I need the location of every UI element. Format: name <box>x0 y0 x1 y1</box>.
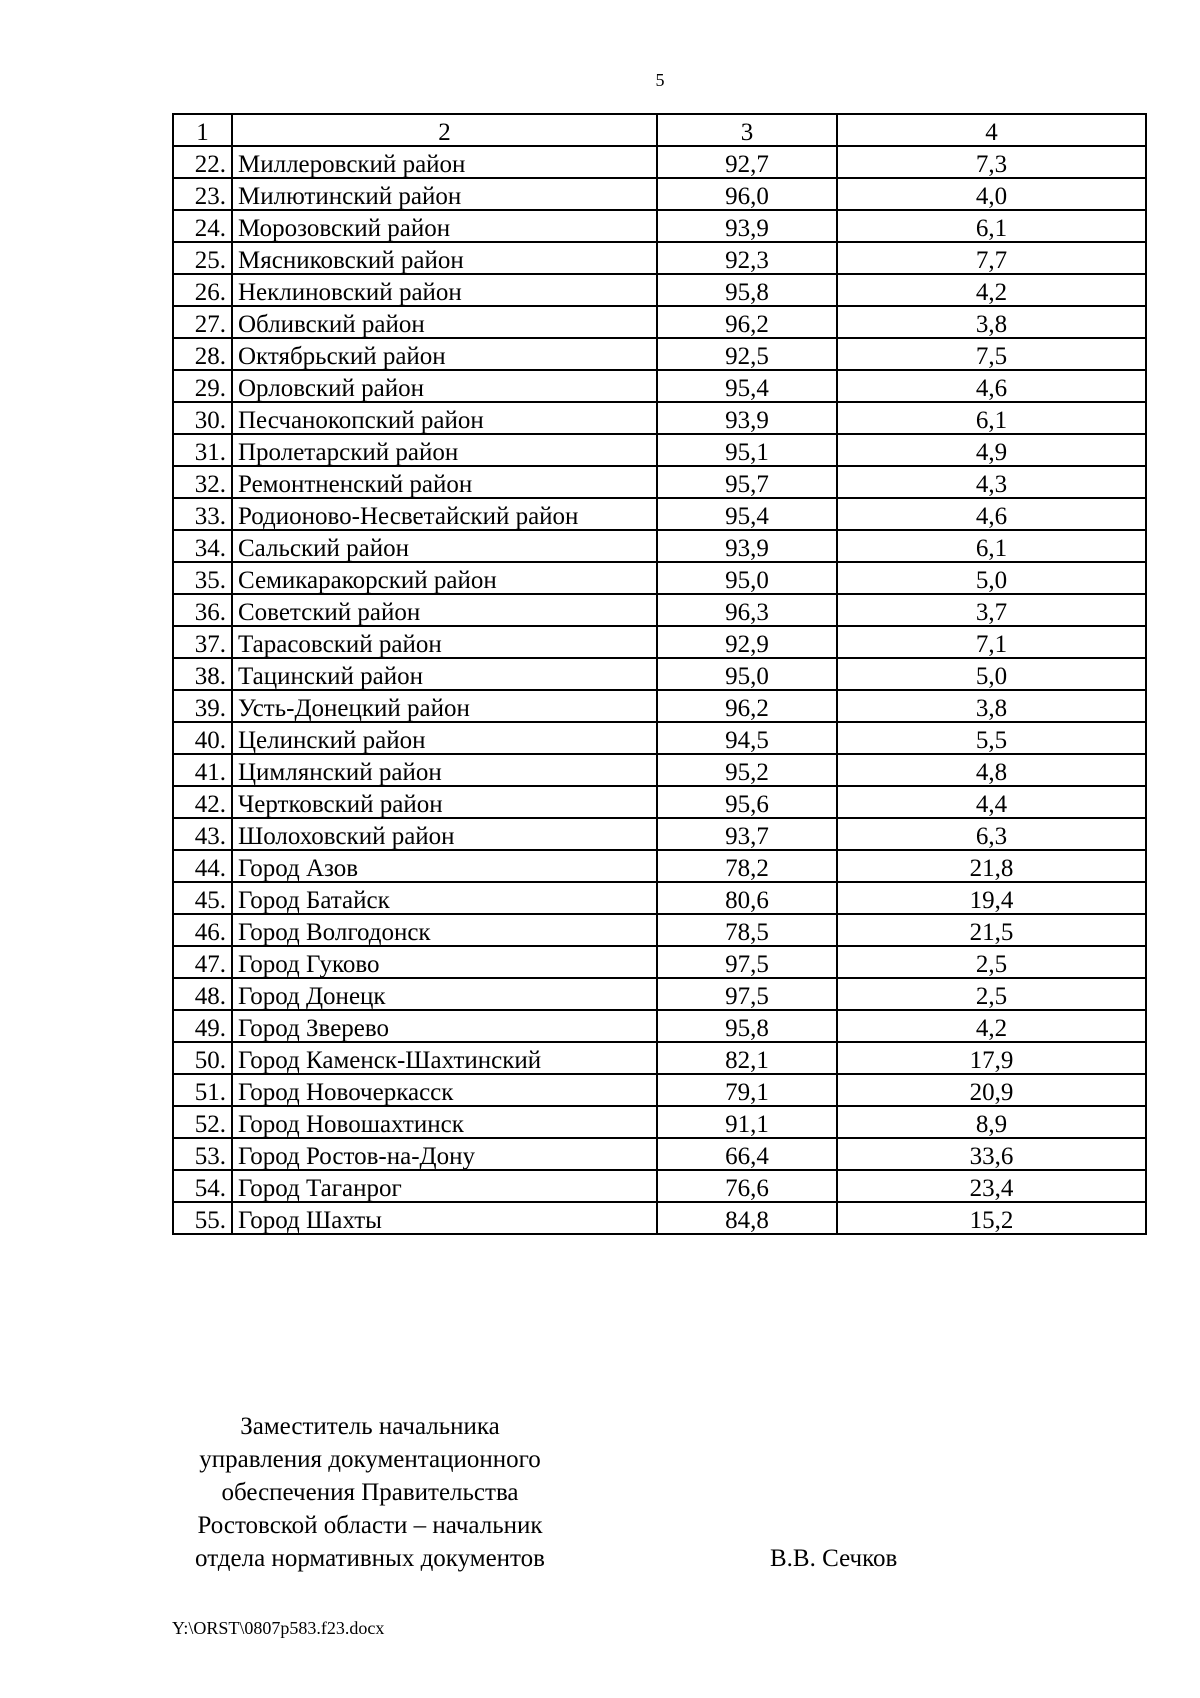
row-value-col3: 76,6 <box>657 1170 837 1202</box>
table-row <box>173 882 1146 914</box>
table-row <box>173 242 1146 274</box>
table-row <box>173 626 1146 658</box>
table-row <box>173 658 1146 690</box>
row-value-col4: 3,7 <box>837 594 1146 626</box>
row-value-col4: 3,8 <box>837 690 1146 722</box>
row-name: Тарасовский район <box>232 626 657 658</box>
table-row <box>173 754 1146 786</box>
row-value-col4: 4,6 <box>837 498 1146 530</box>
row-value-col3: 95,4 <box>657 498 837 530</box>
row-name: Чертковский район <box>232 786 657 818</box>
row-value-col4: 4,4 <box>837 786 1146 818</box>
table-row <box>173 690 1146 722</box>
row-value-col3: 92,7 <box>657 146 837 178</box>
table-row <box>173 370 1146 402</box>
table-row <box>173 1170 1146 1202</box>
row-value-col3: 97,5 <box>657 946 837 978</box>
row-value-col3: 92,5 <box>657 338 837 370</box>
row-value-col3: 80,6 <box>657 882 837 914</box>
row-value-col4: 33,6 <box>837 1138 1146 1170</box>
row-name: Город Батайск <box>232 882 657 914</box>
row-number: 42. <box>173 786 232 818</box>
row-number: 28. <box>173 338 232 370</box>
row-value-col4: 2,5 <box>837 978 1146 1010</box>
row-number: 50. <box>173 1042 232 1074</box>
row-value-col4: 4,3 <box>837 466 1146 498</box>
row-value-col3: 79,1 <box>657 1074 837 1106</box>
row-name: Пролетарский район <box>232 434 657 466</box>
row-value-col3: 84,8 <box>657 1202 837 1234</box>
row-number: 22. <box>173 146 232 178</box>
row-value-col3: 93,7 <box>657 818 837 850</box>
row-value-col4: 17,9 <box>837 1042 1146 1074</box>
row-value-col4: 6,3 <box>837 818 1146 850</box>
row-name: Орловский район <box>232 370 657 402</box>
row-name: Тацинский район <box>232 658 657 690</box>
row-value-col3: 93,9 <box>657 210 837 242</box>
row-name: Ремонтненский район <box>232 466 657 498</box>
row-number: 29. <box>173 370 232 402</box>
table-row <box>173 1074 1146 1106</box>
row-number: 27. <box>173 306 232 338</box>
table-row <box>173 722 1146 754</box>
row-number: 39. <box>173 690 232 722</box>
table-row <box>173 402 1146 434</box>
row-number: 44. <box>173 850 232 882</box>
row-name: Город Новошахтинск <box>232 1106 657 1138</box>
header-cell-2: 2 <box>232 114 657 146</box>
row-value-col4: 7,3 <box>837 146 1146 178</box>
table-row <box>173 562 1146 594</box>
row-value-col4: 21,5 <box>837 914 1146 946</box>
row-value-col4: 20,9 <box>837 1074 1146 1106</box>
row-name: Семикаракорский район <box>232 562 657 594</box>
row-value-col4: 2,5 <box>837 946 1146 978</box>
row-number: 35. <box>173 562 232 594</box>
table-header-row <box>173 114 1146 146</box>
row-value-col3: 96,2 <box>657 690 837 722</box>
row-value-col3: 78,5 <box>657 914 837 946</box>
row-value-col3: 95,6 <box>657 786 837 818</box>
signature-title-line: обеспечения Правительства <box>221 1479 519 1506</box>
row-value-col3: 95,0 <box>657 658 837 690</box>
row-value-col4: 4,2 <box>837 1010 1146 1042</box>
row-value-col4: 8,9 <box>837 1106 1146 1138</box>
row-number: 24. <box>173 210 232 242</box>
row-number: 43. <box>173 818 232 850</box>
row-number: 37. <box>173 626 232 658</box>
row-name: Город Азов <box>232 850 657 882</box>
table-row <box>173 818 1146 850</box>
row-number: 46. <box>173 914 232 946</box>
row-name: Целинский район <box>232 722 657 754</box>
row-name: Город Новочеркасск <box>232 1074 657 1106</box>
row-name: Мясниковский район <box>232 242 657 274</box>
row-value-col4: 4,0 <box>837 178 1146 210</box>
table-row <box>173 1010 1146 1042</box>
table-row <box>173 850 1146 882</box>
table-row <box>173 178 1146 210</box>
row-value-col3: 94,5 <box>657 722 837 754</box>
row-name: Октябрьский район <box>232 338 657 370</box>
row-number: 25. <box>173 242 232 274</box>
row-value-col3: 96,2 <box>657 306 837 338</box>
page-number: 5 <box>655 70 665 90</box>
row-value-col3: 95,2 <box>657 754 837 786</box>
row-value-col4: 6,1 <box>837 210 1146 242</box>
row-value-col4: 5,0 <box>837 658 1146 690</box>
row-value-col4: 23,4 <box>837 1170 1146 1202</box>
row-number: 45. <box>173 882 232 914</box>
row-name: Город Шахты <box>232 1202 657 1234</box>
row-value-col3: 95,1 <box>657 434 837 466</box>
row-value-col4: 4,9 <box>837 434 1146 466</box>
row-name: Город Гуково <box>232 946 657 978</box>
row-number: 23. <box>173 178 232 210</box>
row-value-col3: 91,1 <box>657 1106 837 1138</box>
row-value-col4: 15,2 <box>837 1202 1146 1234</box>
row-value-col3: 82,1 <box>657 1042 837 1074</box>
signature-title-line: Ростовской области – начальник <box>197 1512 543 1539</box>
row-value-col4: 21,8 <box>837 850 1146 882</box>
row-value-col3: 93,9 <box>657 402 837 434</box>
row-number: 31. <box>173 434 232 466</box>
table-row <box>173 914 1146 946</box>
row-name: Советский район <box>232 594 657 626</box>
row-value-col4: 5,0 <box>837 562 1146 594</box>
row-value-col3: 95,8 <box>657 1010 837 1042</box>
table-row <box>173 1202 1146 1234</box>
header-cell-4: 4 <box>837 114 1146 146</box>
table-row <box>173 498 1146 530</box>
row-number: 51. <box>173 1074 232 1106</box>
row-number: 54. <box>173 1170 232 1202</box>
row-number: 52. <box>173 1106 232 1138</box>
row-value-col4: 7,5 <box>837 338 1146 370</box>
row-value-col3: 95,7 <box>657 466 837 498</box>
row-value-col4: 3,8 <box>837 306 1146 338</box>
row-name: Цимлянский район <box>232 754 657 786</box>
data-table <box>172 113 1147 1235</box>
table-row <box>173 306 1146 338</box>
row-value-col3: 78,2 <box>657 850 837 882</box>
row-value-col3: 95,8 <box>657 274 837 306</box>
table-row <box>173 274 1146 306</box>
table-row <box>173 146 1146 178</box>
row-value-col4: 7,1 <box>837 626 1146 658</box>
row-name: Неклиновский район <box>232 274 657 306</box>
row-number: 47. <box>173 946 232 978</box>
row-name: Город Таганрог <box>232 1170 657 1202</box>
row-number: 38. <box>173 658 232 690</box>
table-row <box>173 466 1146 498</box>
table-row <box>173 530 1146 562</box>
row-number: 55. <box>173 1202 232 1234</box>
row-value-col4: 7,7 <box>837 242 1146 274</box>
row-name: Город Каменск-Шахтинский <box>232 1042 657 1074</box>
row-name: Усть-Донецкий район <box>232 690 657 722</box>
row-value-col3: 92,3 <box>657 242 837 274</box>
row-value-col4: 19,4 <box>837 882 1146 914</box>
table-row <box>173 786 1146 818</box>
row-name: Сальский район <box>232 530 657 562</box>
row-number: 53. <box>173 1138 232 1170</box>
row-number: 26. <box>173 274 232 306</box>
signature-title-line: Заместитель начальника <box>240 1413 500 1440</box>
row-number: 41. <box>173 754 232 786</box>
row-value-col3: 97,5 <box>657 978 837 1010</box>
row-value-col4: 4,8 <box>837 754 1146 786</box>
row-name: Миллеровский район <box>232 146 657 178</box>
table-row <box>173 946 1146 978</box>
row-value-col3: 95,0 <box>657 562 837 594</box>
row-value-col4: 6,1 <box>837 402 1146 434</box>
table-row <box>173 594 1146 626</box>
row-name: Родионово-Несветайский район <box>232 498 657 530</box>
row-number: 34. <box>173 530 232 562</box>
row-name: Город Волгодонск <box>232 914 657 946</box>
row-number: 40. <box>173 722 232 754</box>
row-number: 32. <box>173 466 232 498</box>
row-value-col3: 66,4 <box>657 1138 837 1170</box>
table-row <box>173 978 1146 1010</box>
file-path: Y:\ORST\0807p583.f23.docx <box>172 1618 385 1638</box>
row-name: Город Донецк <box>232 978 657 1010</box>
header-cell-3: 3 <box>657 114 837 146</box>
row-value-col4: 5,5 <box>837 722 1146 754</box>
row-name: Город Ростов-на-Дону <box>232 1138 657 1170</box>
row-value-col3: 96,3 <box>657 594 837 626</box>
row-value-col4: 6,1 <box>837 530 1146 562</box>
table-row <box>173 434 1146 466</box>
row-number: 48. <box>173 978 232 1010</box>
row-value-col3: 96,0 <box>657 178 837 210</box>
row-value-col4: 4,6 <box>837 370 1146 402</box>
signature-title <box>160 1410 580 1575</box>
header-cell-1: 1 <box>173 114 232 146</box>
signatory-name: В.В. Сечков <box>770 1545 898 1572</box>
signature-title-line: отдела нормативных документов <box>195 1545 545 1572</box>
row-number: 49. <box>173 1010 232 1042</box>
table-row <box>173 1138 1146 1170</box>
row-name: Песчанокопский район <box>232 402 657 434</box>
row-name: Город Зверево <box>232 1010 657 1042</box>
row-number: 33. <box>173 498 232 530</box>
row-number: 36. <box>173 594 232 626</box>
row-number: 30. <box>173 402 232 434</box>
table-row <box>173 1042 1146 1074</box>
row-name: Обливский район <box>232 306 657 338</box>
row-value-col3: 93,9 <box>657 530 837 562</box>
row-name: Шолоховский район <box>232 818 657 850</box>
row-value-col4: 4,2 <box>837 274 1146 306</box>
row-name: Морозовский район <box>232 210 657 242</box>
table-row <box>173 338 1146 370</box>
table-row <box>173 210 1146 242</box>
signature-title-line: управления документационного <box>199 1446 541 1473</box>
row-value-col3: 92,9 <box>657 626 837 658</box>
table-row <box>173 1106 1146 1138</box>
row-value-col3: 95,4 <box>657 370 837 402</box>
row-name: Милютинский район <box>232 178 657 210</box>
